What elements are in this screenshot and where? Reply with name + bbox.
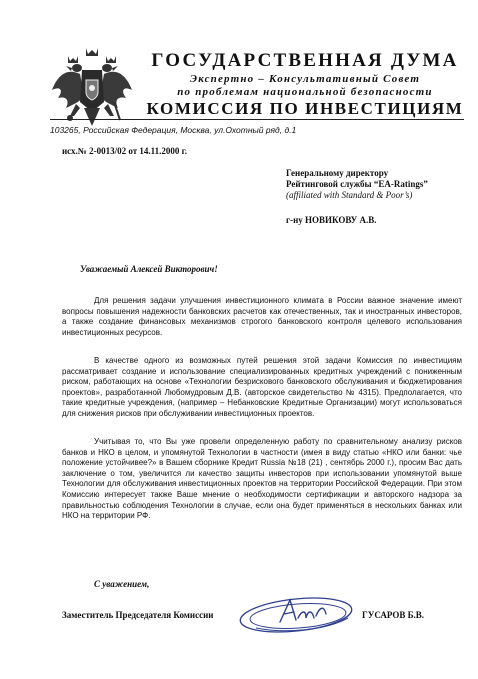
handwritten-signature-icon <box>236 588 354 640</box>
body-paragraph-1: Для решения задачи улучшения инвестиционного климата в России важное значение имеют вопросы повышения надежности банковских расчетов как отечественных, так и иностранных инвесторов, а также создание финансовых механизмов строгого банковского контроля целевого использования инвестиционных ресурсов. <box>62 296 462 337</box>
letterhead-subtitle-2: по проблемам национальной безопасности <box>177 86 433 98</box>
signatory-name: ГУСАРОВ Б.В. <box>362 610 425 620</box>
recipient-affiliation: (affiliated with Standard & Poor’s) <box>286 190 413 200</box>
double-headed-eagle-icon <box>50 46 134 130</box>
recipient-block <box>286 168 428 201</box>
letterhead-divider <box>50 119 464 120</box>
letterhead-subtitle-1: Экспертно – Консультативный Совет <box>189 73 421 85</box>
body-paragraph-3: Учитывая то, что Вы уже провели определенную работу по сравнительному анализу рисков банков и НКО в целом, и упомянутой Технологии в частности (имея в виду статью «НКО или банки: чье положение устойчивее?» в Вашем сборнике Кредит Russia №18 (21) , сентябрь 2000 г.), просим Вас дать заключение о том, увеличится ли качество защиты инвесторов при использовании упомянутой выше Технологии для обслуживания инвестиционных проектов на территории Российской Федерации. При этом Комиссию интересует также Ваше мнение о необходимости сертификации и авторского надзора за правильностью соблюдения Технологии в случае, если она будет применяться в нескольких банках или НКО на территории РФ. <box>62 437 462 521</box>
letterhead-address: 103265, Российская Федерация, Москва, ул.Охотный ряд, д.1 <box>50 125 297 135</box>
letterhead-commission: КОМИССИЯ ПО ИНВЕСТИЦИЯМ <box>146 99 464 118</box>
signatory-position: Заместитель Председателя Комиссии <box>62 610 214 620</box>
letterhead-title: ГОСУДАРСТВЕННАЯ ДУМА <box>151 50 459 71</box>
recipient-name: г-ну НОВИКОВУ А.В. <box>286 215 377 225</box>
outgoing-reference: исх.№ 2-0013/02 от 14.11.2000 г. <box>62 146 187 156</box>
recipient-organization: Рейтинговой службы “EA-Ratings” <box>286 179 428 189</box>
closing-phrase: С уважением, <box>94 579 150 589</box>
body-paragraph-2: В качестве одного из возможных путей решения этой задачи Комиссия по инвестициям рассматривает создание и использование специализированных кредитных учреждений с пониженным риском, работающих на основе «Технологии безрискового банковского обслуживания и бюджетирования проектов», разработанной Любомудровым Д.В. (авторское свидетельство № 4315). Предполагается, что такие кредитные учреждения, (например – Небанковские Кредитные Организации) могут использоваться для снижения рисков при обслуживании инвестиционных проектов. <box>62 356 462 418</box>
recipient-position: Генеральному директору <box>286 168 389 178</box>
salutation: Уважаемый Алексей Викторович! <box>80 264 218 274</box>
